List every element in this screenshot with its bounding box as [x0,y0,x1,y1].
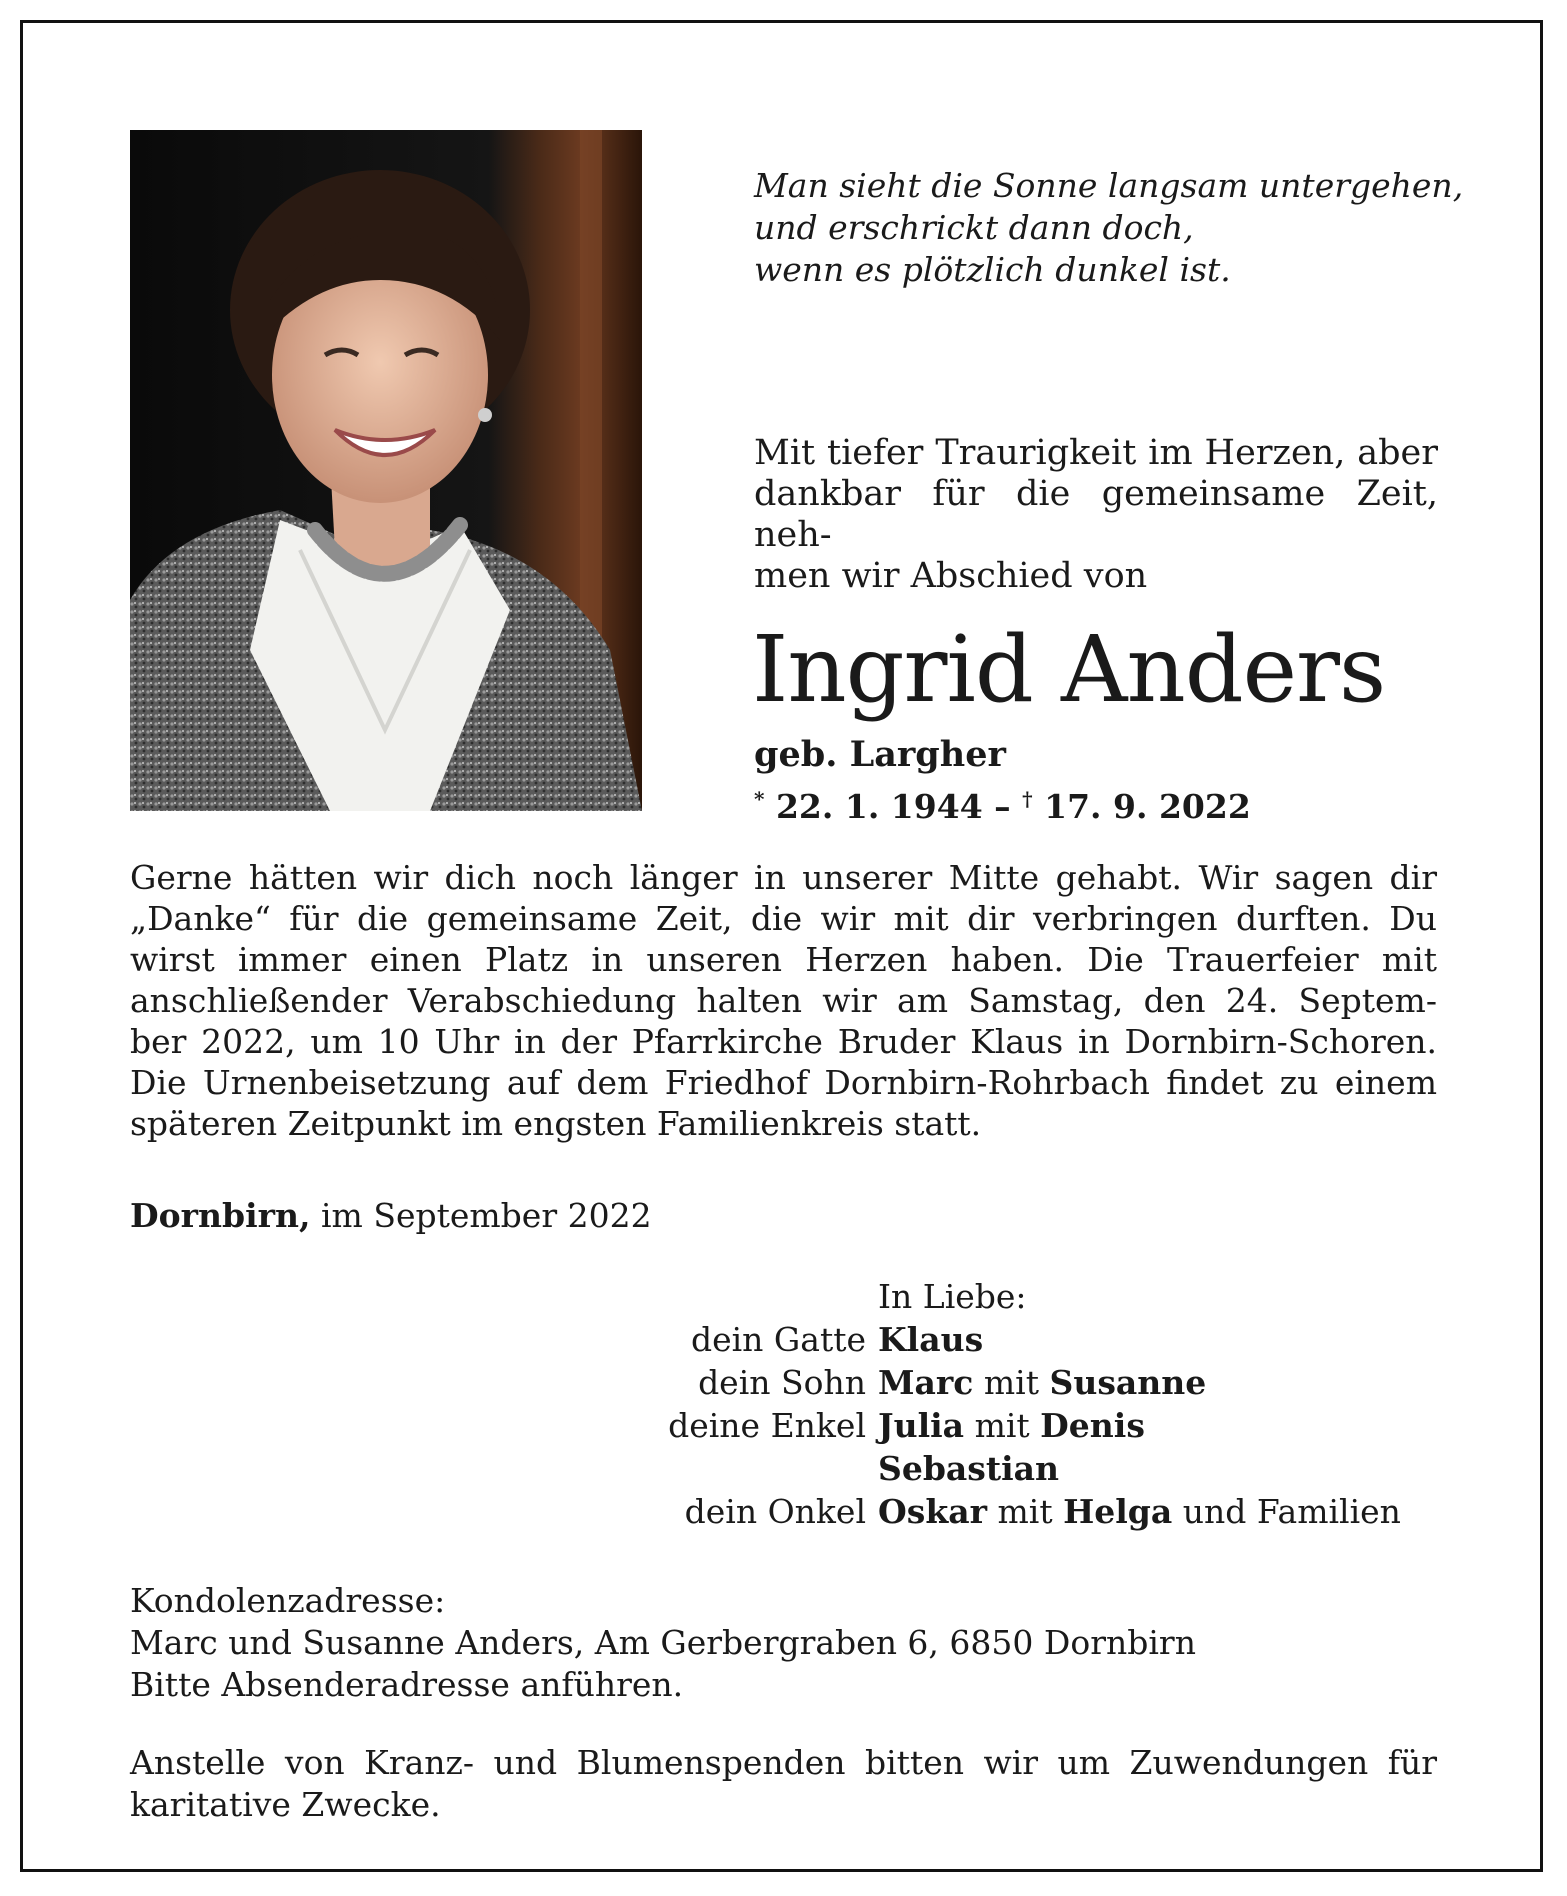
portrait-photo [130,130,642,811]
born-date: 22. 1. 1944 [775,787,983,826]
family-join: mit [983,1363,1039,1402]
family-heading: In Liebe: [878,1277,1027,1316]
family-relation [560,1447,878,1490]
family-name: Julia [878,1406,965,1445]
date-separator: – [994,787,1011,826]
life-dates [754,778,1251,828]
body-line: wirst immer einen Platz in unseren Herzen haben. Die Trauerfeier mit [130,940,1437,979]
intro-line: men wir Abschied von [754,556,1148,596]
donation-line: Anstelle von Kranz- und Blumenspenden bitten wir um Zuwendungen für [130,1743,1437,1782]
family-row [560,1404,1440,1447]
place-date [130,1195,652,1237]
family-relation: deine Enkel [668,1406,866,1445]
family-relation: dein Onkel [684,1492,866,1531]
family-row [560,1490,1440,1533]
family-row [560,1318,1440,1361]
family-suffix: und Familien [1182,1492,1401,1531]
poem-line: Man sieht die Sonne langsam untergehen, [754,166,1464,205]
condolence-address-line: Marc und Susanne Anders, Am Gerbergraben 6, 6850 Dornbirn [130,1623,1196,1662]
family-row [560,1361,1440,1404]
donation-note [130,1742,1437,1826]
family-name: Sebastian [878,1449,1060,1488]
place-city: Dornbirn, [130,1196,311,1235]
family-name: Klaus [878,1320,984,1359]
body-line: anschließender Verabschiedung halten wir am Samstag, den 24. Septem- [130,981,1437,1020]
condolence-address [130,1580,1196,1706]
condolence-label: Kondolenzadresse: [130,1581,446,1620]
family-name: Marc [878,1363,974,1402]
family-join: mit [974,1406,1030,1445]
body-line: späteren Zeitpunkt im engsten Familienkreis statt. [130,1104,982,1143]
intro-text [754,433,1438,597]
family-heading-row [560,1275,1440,1318]
announcement-text [130,857,1437,1144]
condolence-note: Bitte Absenderadresse anführen. [130,1665,684,1704]
donation-line: karitative Zwecke. [130,1785,441,1824]
poem-line: und erschrickt dann doch, [754,208,1194,247]
body-line: ber 2022, um 10 Uhr in der Pfarrkirche Bruder Klaus in Dornbirn-Schoren. [130,1022,1437,1061]
family-list [560,1275,1440,1533]
poem [754,165,1463,291]
born-symbol: * [754,787,765,811]
family-row [560,1447,1440,1490]
family-relation: dein Sohn [698,1363,866,1402]
family-name: Susanne [1049,1363,1207,1402]
died-symbol: † [1022,787,1033,811]
portrait-illustration [130,130,642,811]
family-join: mit [997,1492,1053,1531]
intro-line: Mit tiefer Traurigkeit im Herzen, aber [754,433,1438,473]
deceased-name: Ingrid Anders [752,616,1386,723]
body-line: Die Urnenbeisetzung auf dem Friedhof Dornbirn-Rohrbach findet zu einem [130,1063,1437,1102]
family-relation: dein Gatte [690,1320,866,1359]
body-line: Gerne hätten wir dich noch länger in unserer Mitte gehabt. Wir sagen dir [130,858,1437,897]
body-line: „Danke“ für die gemeinsame Zeit, die wir mit dir verbringen durften. Du [130,899,1437,938]
birth-name: geb. Largher [754,734,1006,775]
poem-line: wenn es plötzlich dunkel ist. [754,250,1231,289]
family-name: Denis [1040,1406,1145,1445]
family-name: Oskar [878,1492,987,1531]
intro-line: dankbar für die gemeinsame Zeit, neh- [754,474,1438,555]
family-name: Helga [1063,1492,1173,1531]
died-date: 17. 9. 2022 [1044,787,1251,826]
place-date-text: im September 2022 [321,1196,652,1235]
